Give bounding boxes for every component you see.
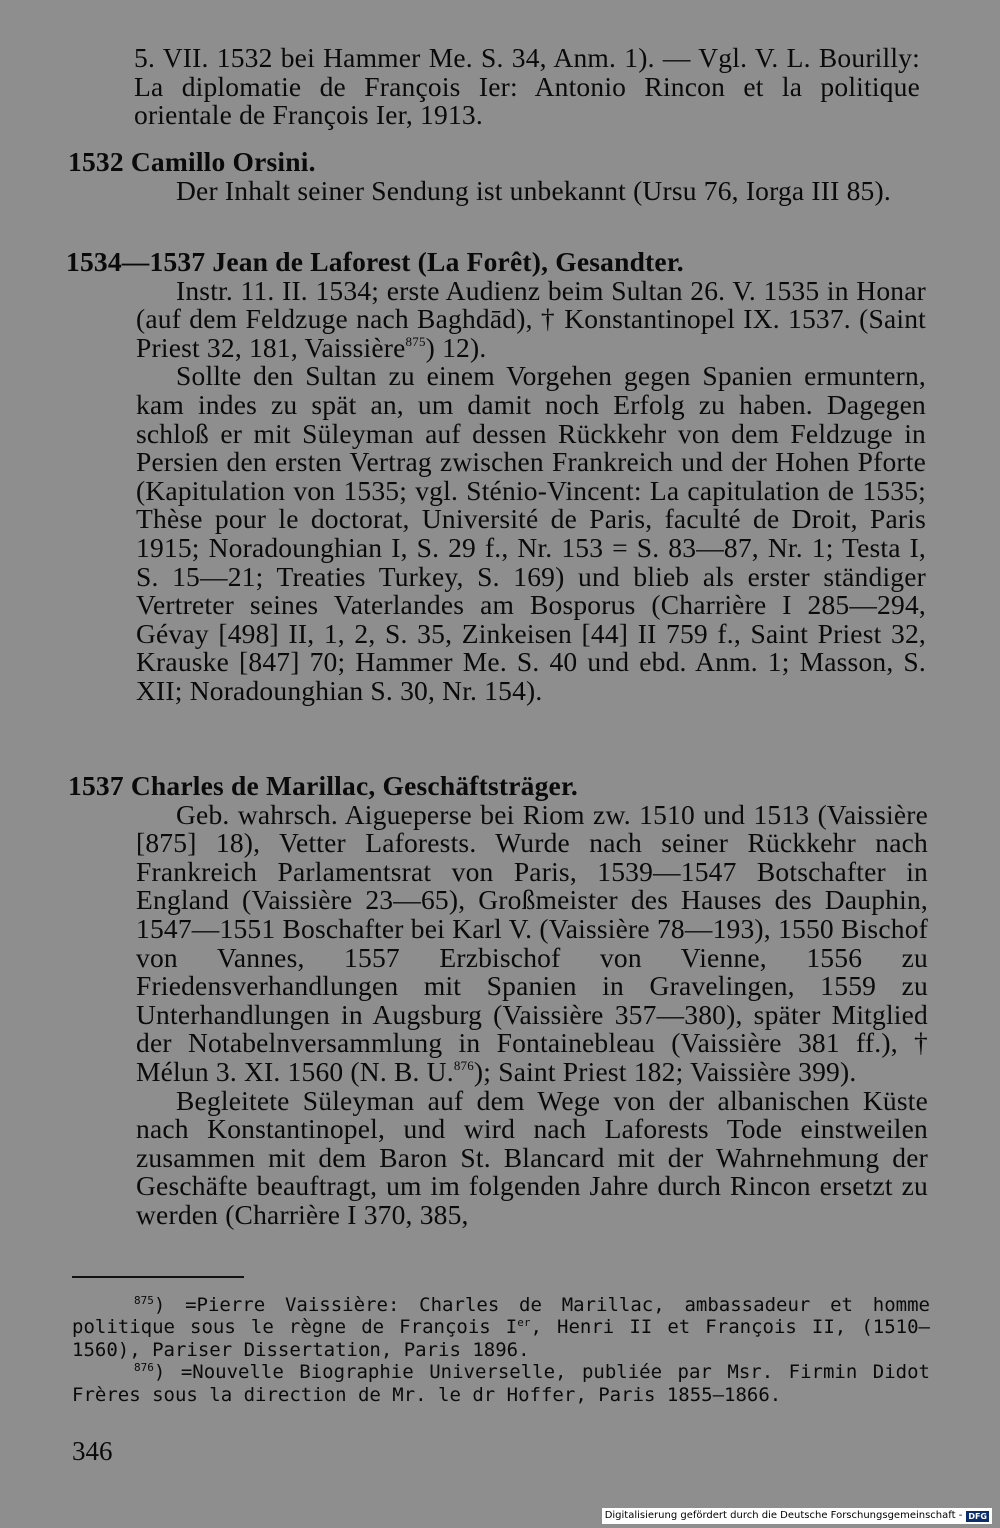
entry-marillac (68, 772, 928, 1230)
dfg-logo: DFG (968, 1511, 987, 1521)
footnote-ref-875[interactable]: 875 (405, 333, 426, 349)
entry-laforest-paragraph-2: Sollte den Sultan zu einem Vorgehen gegen Spanien ermuntern, kam indes zu spät an, um damit noch Erfolg zu haben. Dagegen schloß er mit Süleyman auf dessen Rückkehr von dem Feldzuge in Persien den ersten Vertrag zwischen Frankreich und der Hohen Pforte (Kapitulation von 1535; vgl. Sténio-Vincent: La capitulation de 1535; Thèse pour le doctorat, Université de Paris, faculté de Droit, Paris 1915; Noradounghian I, S. 29 f., Nr. 153 = S. 83—87, Nr. 1; Testa I, S. 15—21; Treaties Turkey, S. 169) und blieb als erster ständiger Vertreter seines Vaterlandes am Bosporus (Charrière I 285—294, Gévay [498] II, 1, 2, S. 35, Zinkeisen [44] II 759 f., Saint Priest 32, Krauske [847] 70; Hammer Me. S. 40 und ebd. Anm. 1; Masson, S. XII; Noradounghian S. 30, Nr. 154). (136, 360, 926, 706)
entry-heading-marillac: 1537 Charles de Marillac, Geschäftsträger. (68, 770, 578, 801)
footnote-876: $^{876}$) =Nouvelle Biographie Universelle, publiée par Msr. Firmin Didot Frères sous la direction de Mr. le dr Hoffer, Paris 1855—1866. (72, 1361, 930, 1406)
entry-laforest (66, 248, 926, 706)
continued-paragraph (134, 44, 920, 130)
entry-heading-laforest: 1534—1537 Jean de Laforest (La Forêt), Gesandter. (66, 246, 684, 277)
footnote-ref-876[interactable]: 876 (453, 1057, 474, 1073)
entry-laforest-paragraph-1: Instr. 11. II. 1534; erste Audienz beim Sultan 26. V. 1535 in Honar (auf dem Feldzuge nach Baghdād), † Konstantinopel IX. 1537. (Saint Priest 32, 181, Vaissière$^{875}$) 12). (136, 274, 926, 363)
footnotes (72, 1294, 930, 1406)
credit-text: Digitalisierung gefördert durch die Deutsche Forschungsgemeinschaft - (604, 1510, 963, 1521)
entry-marillac-paragraph-2: Begleitete Süleyman auf dem Wege von der albanischen Küste nach Konstantinopel, und wird nach Laforests Tode einstweilen zusammen mit dem Baron St. Blancard mit der Wahrnehmung der Geschäfte beauftragt, um im folgenden Jahre durch Rincon ersetzt zu werden (Charrière I 370, 385, (136, 1084, 928, 1230)
footnote-separator (72, 1276, 244, 1278)
footnote-mark: 875 (134, 1294, 154, 1307)
continued-paragraph-text: 5. VII. 1532 bei Hammer Me. S. 34, Anm. 1). — Vgl. V. L. Bourilly: La diplomatie de François Ier: Antonio Rincon et la politique orientale de François Ier, 1913. (134, 42, 920, 131)
entry-heading-orsini: 1532 Camillo Orsini. (68, 146, 316, 177)
footnote-mark: 876 (134, 1361, 154, 1375)
entry-marillac-paragraph-1: Geb. wahrsch. Aigueperse bei Riom zw. 1510 und 1513 (Vaissière [875] 18), Vetter Laforests. Wurde nach seiner Rückkehr nach Frankreich Parlamentsrat von Paris, 1539—1547 Botschafter in England (Vaissière 23—65), Großmeister des Hauses des Dauphin, 1547—1551 Boschafter bei Karl V. (Vaissière 78—193), 1550 Bischof von Vannes, 1557 Erzbischof von Vienne, 1556 zu Friedensverhandlungen mit Spanien in Gravelingen, 1559 zu Unterhandlungen in Augsburg (Vaissière 357—380), später Mitglied der Notabelnversammlung in Fontainebleau (Vaissière 381 ff.), † Mélun 3. XI. 1560 (N. B. U.$^{876}$); Saint Priest 182; Vaissière 399). (136, 798, 928, 1087)
footnote-875: $^{875}$) =Pierre Vaissière: Charles de Marillac, ambassadeur et homme politique sous le règne de François Ier, Henri II et François II, (1510—1560), Pariser Dissertation, Paris 1896. (72, 1294, 930, 1361)
entry-text-orsini: Der Inhalt seiner Sendung ist unbekannt (Ursu 76, Iorga III 85). (176, 174, 891, 206)
page-number: 346 (72, 1436, 113, 1466)
digitization-credit (602, 1508, 992, 1524)
entry-orsini (68, 148, 924, 205)
